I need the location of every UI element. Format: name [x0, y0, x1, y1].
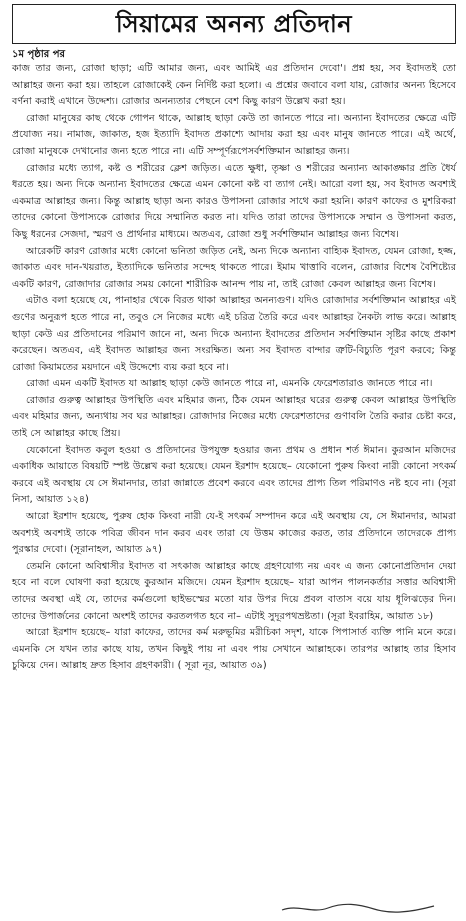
- paragraph: কাজ তার জন্য, রোজা ছাড়া; এটি আমার জন্য, এবং আমিই এর প্রতিদান দেবো'। প্রশ্ন হয়, সব ইবাদতই তো আল্লাহর জন্য করা হয়। তাহলে রোজাকেই কেন নির্দিষ্ট করা হলো। এ প্রশ্নের জবাবে বলা যায়, রোজার অনন্য হিসেবে বর্ণনা করাই এখানে উদ্দেশ্য। রোজার অনন্যতার পেছনে বেশ কিছু কারণ উল্লেখ করা হয়।: [12, 63, 456, 108]
- paragraph: আরো ইরশাদ হয়েছে– যারা কাফের, তাদের কর্ম মরুভূমির মরীচিকা সদৃশ, যাকে পিপাসার্ত ব্যক্তি পানি মনে করে। এমনকি সে যখন তার কাছে যায়, তখন কিছুই পায় না এবং পায় সেখানে আল্লাহকে। তারপর আল্লাহ তার হিসাব চুকিয়ে দেন। আল্লাহ দ্রুত হিসাব গ্রহণকারী। ( সূরা নূর, আয়াত ৩৯): [12, 627, 456, 672]
- paragraph: রোজার মধ্যে ত্যাগ, কষ্ট ও শরীরের ক্লেশ জড়িত। এতে ক্ষুধা, তৃষ্ণা ও শরীরের অন্যান্য আকাঙ্ক্ষার প্রতি ধৈর্য ধরতে হয়। অন্য দিকে অন্যান্য ইবাদতের ক্ষেত্রে এমন কোনো কষ্ট বা ত্যাগ নেই। আরো বলা হয়, সব ইবাদত অবশ্যই একমাত্র আল্লাহর জন্য। কিন্তু আল্লাহ ছাড়া অন্য কারও উপাসনা রোজার সাথে করা হয়নি। কারণ কাফের ও মুশরিকরা তাদের কোনো উপাস্যকে রোজার দিয়ে সম্মানিত করত না। যদিও তারা তাদের উপাস্যকে সম্মান ও উপাসনা করত, কিছু ধরনের সেজদা, স্মরণ ও প্রার্থনার মাধ্যমে। অতএব, রোজা শুধু সর্বশক্তিমান আল্লাহর জন্য বিশেষ।: [12, 162, 456, 240]
- paragraph: আরো ইরশাদ হয়েছে, পুরুষ হোক কিংবা নারী যে-ই সৎকর্ম সম্পাদন করে এই অবস্থায় যে, সে ঈমানদার, আমরা অবশ্যই অবশ্যই তাকে পবিত্র জীবন দান করব এবং তারা যে উত্তম কাজের করত, তার প্রতিদানে তাদেরকে প্রাপ্য পুরস্কার দেবো। (সূরানাহল, আয়াত ৯৭): [12, 511, 456, 556]
- paragraph: যেকোনো ইবাদত কবুল হওয়া ও প্রতিদানের উপযুক্ত হওয়ার জন্য প্রথম ও প্রধান শর্ত ঈমান। কুরআন মজিদের একাধিক আয়াতে বিষয়টি স্পষ্ট উল্লেখ করা হয়েছে। যেমন ইরশাদ হয়েছে– যেকোনো পুরুষ কিংবা নারী কোনো সৎকর্ম করবে এই অবস্থায় যে সে ঈমানদার, তারা জান্নাতে প্রবেশ করবে এবং তাদের প্রাপ্য তিল পরিমাণও নষ্ট হবে না। (সূরা নিসা, আয়াত ১২৪): [12, 444, 456, 506]
- paragraph: এটাও বলা হয়েছে যে, পানাহার থেকে বিরত থাকা আল্লাহর অনন্যগুণ। যদিও রোজাদার সর্বশক্তিমান আল্লাহর এই গুণের অনুরূপ হতে পারে না, তবুও সে নিজের মধ্যে এই চরিত্র তৈরি করে এবং আল্লাহর নৈকট্য লাভ করে। আল্লাহ ছাড়া কেউ এর প্রতিদানের পরিমাণ জানে না, অন্য দিকে অন্যান্য ইবাদতের প্রতিদান সর্বশক্তিমান সৃষ্টির কাছে প্রকাশ করেছেন। অতএব, এই ইবাদত আল্লাহর জন্য সংরক্ষিত। অন্য সব ইবাদত বান্দার ত্রুটি-বিচ্যুতি পূরণ করবে; কিন্তু রোজা কিয়ামতের ময়দানে এই উদ্দেশ্যে ব্যয় করা হবে না।: [12, 295, 456, 373]
- article-body: [12, 48, 456, 675]
- paragraph: রোজা মানুষের কাছ থেকে গোপন থাকে, আল্লাহ ছাড়া কেউ তা জানতে পারে না। অন্যান্য ইবাদতের ক্ষেত্রে এটি প্রযোজ্য নয়। নামাজ, জাকাত, হজ ইত্যাদি ইবাদত প্রকাশ্যে আদায় করা হয় এবং মানুষ জানতে পারে। এই অর্থে, রোজা মানুষকে দেখানোর জন্য হতে পারে না। এটি সম্পূর্ণরূপেসর্বশক্তিমান আল্লাহর জন্য।: [12, 112, 456, 157]
- headline: সিয়ামের অনন্য প্রতিদান: [12, 4, 456, 44]
- author-signature-scribble: [278, 900, 438, 916]
- paragraph: রোজা এমন একটি ইবাদত যা আল্লাহ ছাড়া কেউ জানতে পারে না, এমনকি ফেরেশতারাও জানতে পারে না।: [26, 378, 433, 390]
- paragraph: তেমনি কোনো অবিশ্বাসীর ইবাদত বা সৎকাজ আল্লাহর কাছে গ্রহণযোগ্য নয় এবং এ জন্য কোনোপ্রতিদান দেয়া হবে না বলে ঘোষণা করা হয়েছে কুরআন মজিদে। যেমন ইরশাদ হয়েছে– যারা আপন পালনকর্তার সত্তার অবিশ্বাসী তাদের অবস্থা এই যে, তাদের কর্মগুলো ছাইভস্মের মতো যার উপর দিয়ে প্রবল বাতাস বয়ে যায় ধূলিঝড়ের দিন। তাদের উপার্জনের কোনো অংশই তাদের করতলগত হবে না– এটাই সুদূরপথভ্রষ্টতা। (সূরা ইবরাহিম, আয়াত ১৮): [12, 560, 456, 622]
- continued-from-label: ১ম পৃষ্ঠার পর: [12, 49, 65, 60]
- paragraph: আরেকটি কারণ রোজার মধ্যে কোনো ভনিতা জড়িত নেই, অন্য দিকে অন্যান্য বাহ্যিক ইবাদত, যেমন রোজা, হজ্জ, জাকাত এবং দান-খয়রাত, ইত্যাদিকে ভনিতার সন্দেহ থাকতে পারে। ইমাম খাত্তাবি বলেন, রোজার বিশেষ বৈশিষ্ট্যের একটি কারণ, রোজাদার রোজার সময় কোনো শারীরিক আনন্দ পায় না, তাই রোজা কেবল আল্লাহর জন্য বিশেষ।: [12, 245, 456, 290]
- paragraph: রোজার গুরুত্ব আল্লাহর উপস্থিতি এবং মহিমার জন্য, ঠিক যেমন আল্লাহর ঘরের গুরুত্ব কেবল আল্লাহর উপস্থিতি এবং মহিমার জন্য, অন্যথায় সব ঘর আল্লাহর। রোজাদার নিজের মধ্যে ফেরেশতাদের গুণাবলি তৈরি করার চেষ্টা করে, তাই সে আল্লাহর কাছে প্রিয়।: [12, 394, 456, 440]
